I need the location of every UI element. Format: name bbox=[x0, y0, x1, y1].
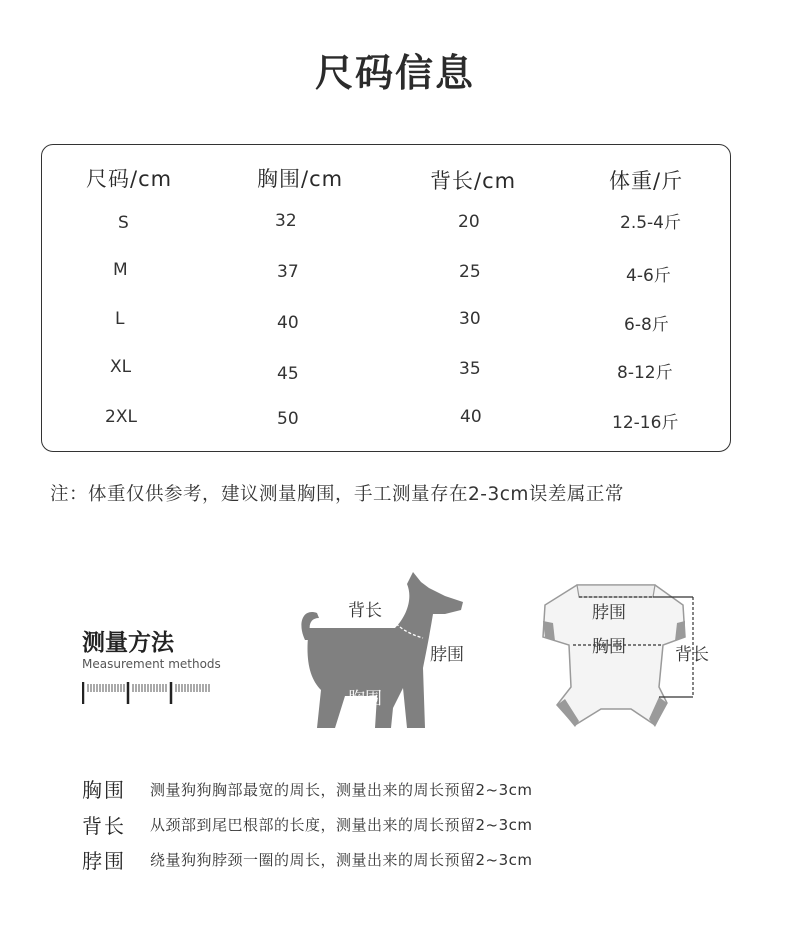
table-cell: 37 bbox=[277, 262, 299, 282]
table-cell: 20 bbox=[458, 212, 480, 232]
table-cell: 30 bbox=[459, 309, 481, 329]
page-title: 尺码信息 bbox=[314, 51, 475, 95]
note-text: 注：体重仅供参考，建议测量胸围，手工测量存在2-3cm误差属正常 bbox=[50, 484, 624, 505]
desc-text-chest: 测量狗狗胸部最宽的周长，测量出来的周长预留2~3cm bbox=[150, 781, 533, 799]
table-cell: 2.5-4斤 bbox=[620, 213, 681, 233]
table-cell: 25 bbox=[459, 262, 481, 282]
clothes-chest-label: 胸围 bbox=[592, 637, 626, 657]
table-cell: L bbox=[115, 309, 125, 329]
table-cell: 40 bbox=[460, 407, 482, 427]
table-cell: S bbox=[118, 213, 129, 233]
header-size: 尺码/cm bbox=[86, 167, 173, 191]
table-cell: M bbox=[113, 260, 128, 280]
dog-neck-label: 脖围 bbox=[430, 645, 464, 665]
table-cell: 45 bbox=[277, 364, 299, 384]
table-cell: 8-12斤 bbox=[617, 363, 673, 383]
desc-text-neck: 绕量狗狗脖颈一圈的周长，测量出来的周长预留2~3cm bbox=[150, 851, 533, 869]
dog-chest-label: 胸围 bbox=[348, 689, 382, 709]
method-subtitle: Measurement methods bbox=[82, 657, 221, 671]
desc-term-neck: 脖围 bbox=[82, 849, 126, 873]
table-cell: 32 bbox=[275, 211, 297, 231]
clothes-neck-label: 脖围 bbox=[592, 603, 626, 623]
desc-text-back: 从颈部到尾巴根部的长度，测量出来的周长预留2~3cm bbox=[150, 816, 533, 834]
dog-back-label: 背长 bbox=[348, 601, 382, 621]
ruler-icon bbox=[82, 680, 212, 706]
table-cell: 40 bbox=[277, 313, 299, 333]
table-cell: 2XL bbox=[105, 407, 137, 427]
method-title: 测量方法 bbox=[82, 630, 174, 656]
header-back: 背长/cm bbox=[430, 169, 517, 193]
table-cell: 4-6斤 bbox=[626, 266, 671, 286]
table-cell: 12-16斤 bbox=[612, 413, 679, 433]
header-chest: 胸围/cm bbox=[257, 167, 344, 191]
table-cell: 6-8斤 bbox=[624, 315, 669, 335]
header-weight: 体重/斤 bbox=[609, 169, 684, 193]
desc-term-back: 背长 bbox=[82, 814, 126, 838]
table-cell: 35 bbox=[459, 359, 481, 379]
desc-term-chest: 胸围 bbox=[82, 778, 126, 802]
table-cell: XL bbox=[110, 357, 132, 377]
table-cell: 50 bbox=[277, 409, 299, 429]
clothes-back-label: 背长 bbox=[675, 645, 709, 665]
